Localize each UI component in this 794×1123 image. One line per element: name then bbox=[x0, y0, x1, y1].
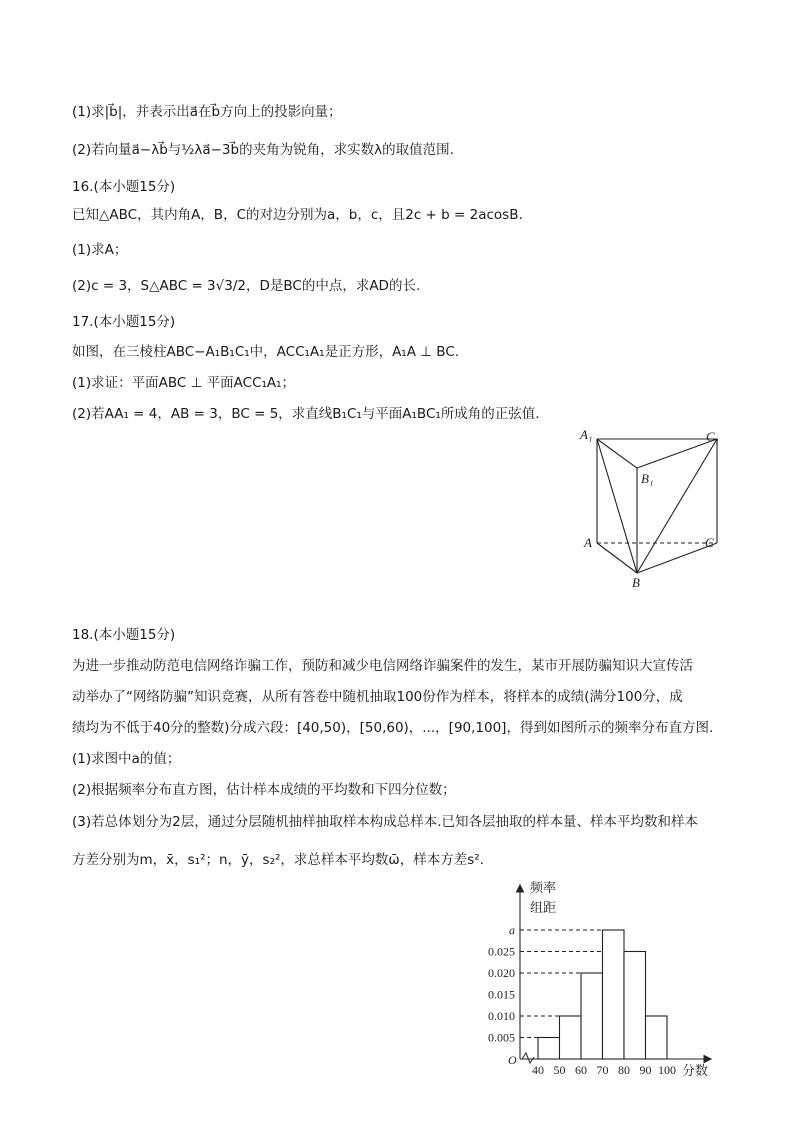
q18-part3-line2: 方差分别为m，x̄，s₁²；n，ȳ，s₂²，求总样本平均数ω̄，样本方差s². bbox=[72, 852, 484, 868]
q18-header: 18.(本小题15分) bbox=[72, 627, 176, 643]
histogram-bar bbox=[581, 973, 603, 1059]
y-tick-label: a bbox=[509, 923, 515, 937]
x-tick-label: 70 bbox=[596, 1063, 609, 1077]
q16-stem: 已知△ABC，其内角A，B，C的对边分别为a，b，c，且2c + b = 2acosB. bbox=[72, 207, 523, 223]
histogram-bar bbox=[624, 952, 646, 1060]
q15-part1: (1)求|b⃗|，并表示出a⃗在b⃗方向上的投影向量； bbox=[72, 104, 342, 120]
y-tick-label: 0.020 bbox=[488, 966, 515, 980]
histogram-bar bbox=[646, 1016, 668, 1059]
q18-part3-line1: (3)若总体划分为2层，通过分层随机抽样抽取样本构成总样本.已知各层抽取的样本量、样本平均数和样本 bbox=[72, 814, 699, 830]
q17-stem: 如图，在三棱柱ABC−A₁B₁C₁中，ACC₁A₁是正方形，A₁A ⊥ BC. bbox=[72, 344, 460, 360]
histogram-bar bbox=[560, 1016, 582, 1059]
x-tick-label: 40 bbox=[532, 1063, 544, 1077]
label-A: A bbox=[584, 535, 592, 550]
label-C: C bbox=[705, 535, 714, 550]
x-axis-label: 分数 bbox=[682, 1063, 709, 1078]
y-axis-label-bottom: 组距 bbox=[530, 900, 557, 915]
q16-header: 16.(本小题15分) bbox=[72, 179, 176, 195]
x-tick-label: 60 bbox=[575, 1063, 587, 1077]
x-tick-label: 50 bbox=[553, 1063, 566, 1077]
y-tick-label: 0.010 bbox=[488, 1009, 515, 1023]
q18-stem-line1: 为进一步推动防范电信网络诈骗工作，预防和减少电信网络诈骗案件的发生，某市开展防骗知识大宣传活 bbox=[72, 658, 693, 674]
q16-part1: (1)求A； bbox=[72, 242, 128, 258]
origin-label: O bbox=[508, 1053, 517, 1067]
q17-header: 17.(本小题15分) bbox=[72, 314, 176, 330]
label-B1: B₁ bbox=[641, 471, 654, 486]
frequency-histogram bbox=[470, 872, 730, 1087]
q18-stem-line3: 绩均为不低于40分的整数)分成六段：[40,50)，[50,60)，...，[90,100]，得到如图所示的频率分布直方图. bbox=[72, 720, 714, 736]
y-tick-label: 0.005 bbox=[488, 1030, 515, 1045]
x-tick-label: 100 bbox=[658, 1063, 676, 1077]
label-B: B bbox=[632, 575, 640, 590]
q17-part1: (1)求证：平面ABC ⊥ 平面ACC₁A₁； bbox=[72, 375, 296, 391]
x-tick-label: 80 bbox=[618, 1063, 630, 1077]
y-tick-label: 0.015 bbox=[488, 987, 515, 1002]
label-A1: A₁ bbox=[580, 427, 593, 442]
prism-figure bbox=[570, 425, 730, 595]
q18-part1: (1)求图中a的值； bbox=[72, 751, 181, 767]
label-C1: C₁ bbox=[706, 429, 720, 444]
x-tick-label: 90 bbox=[639, 1063, 652, 1077]
q17-part2: (2)若AA₁ = 4，AB = 3，BC = 5，求直线B₁C₁与平面A₁BC₁所成角的正弦值. bbox=[72, 406, 540, 422]
q15-part2: (2)若向量a⃗−λb⃗与½λa⃗−3b⃗的夹角为锐角，求实数λ的取值范围. bbox=[72, 142, 454, 158]
histogram-bar bbox=[603, 930, 625, 1059]
y-axis-label-top: 频率 bbox=[530, 880, 557, 895]
axis-break bbox=[522, 1053, 534, 1063]
y-tick-label: 0.025 bbox=[488, 944, 515, 959]
q16-part2: (2)c = 3，S△ABC = 3√3/2，D是BC的中点，求AD的长. bbox=[72, 278, 421, 294]
q18-stem-line2: 动举办了“网络防骗”知识竞赛，从所有答卷中随机抽取100份作为样本，将样本的成绩(满分100分，成 bbox=[72, 689, 683, 705]
q18-part2: (2)根据频率分布直方图，估计样本成绩的平均数和下四分位数； bbox=[72, 782, 456, 798]
histogram-bar bbox=[538, 1038, 560, 1060]
